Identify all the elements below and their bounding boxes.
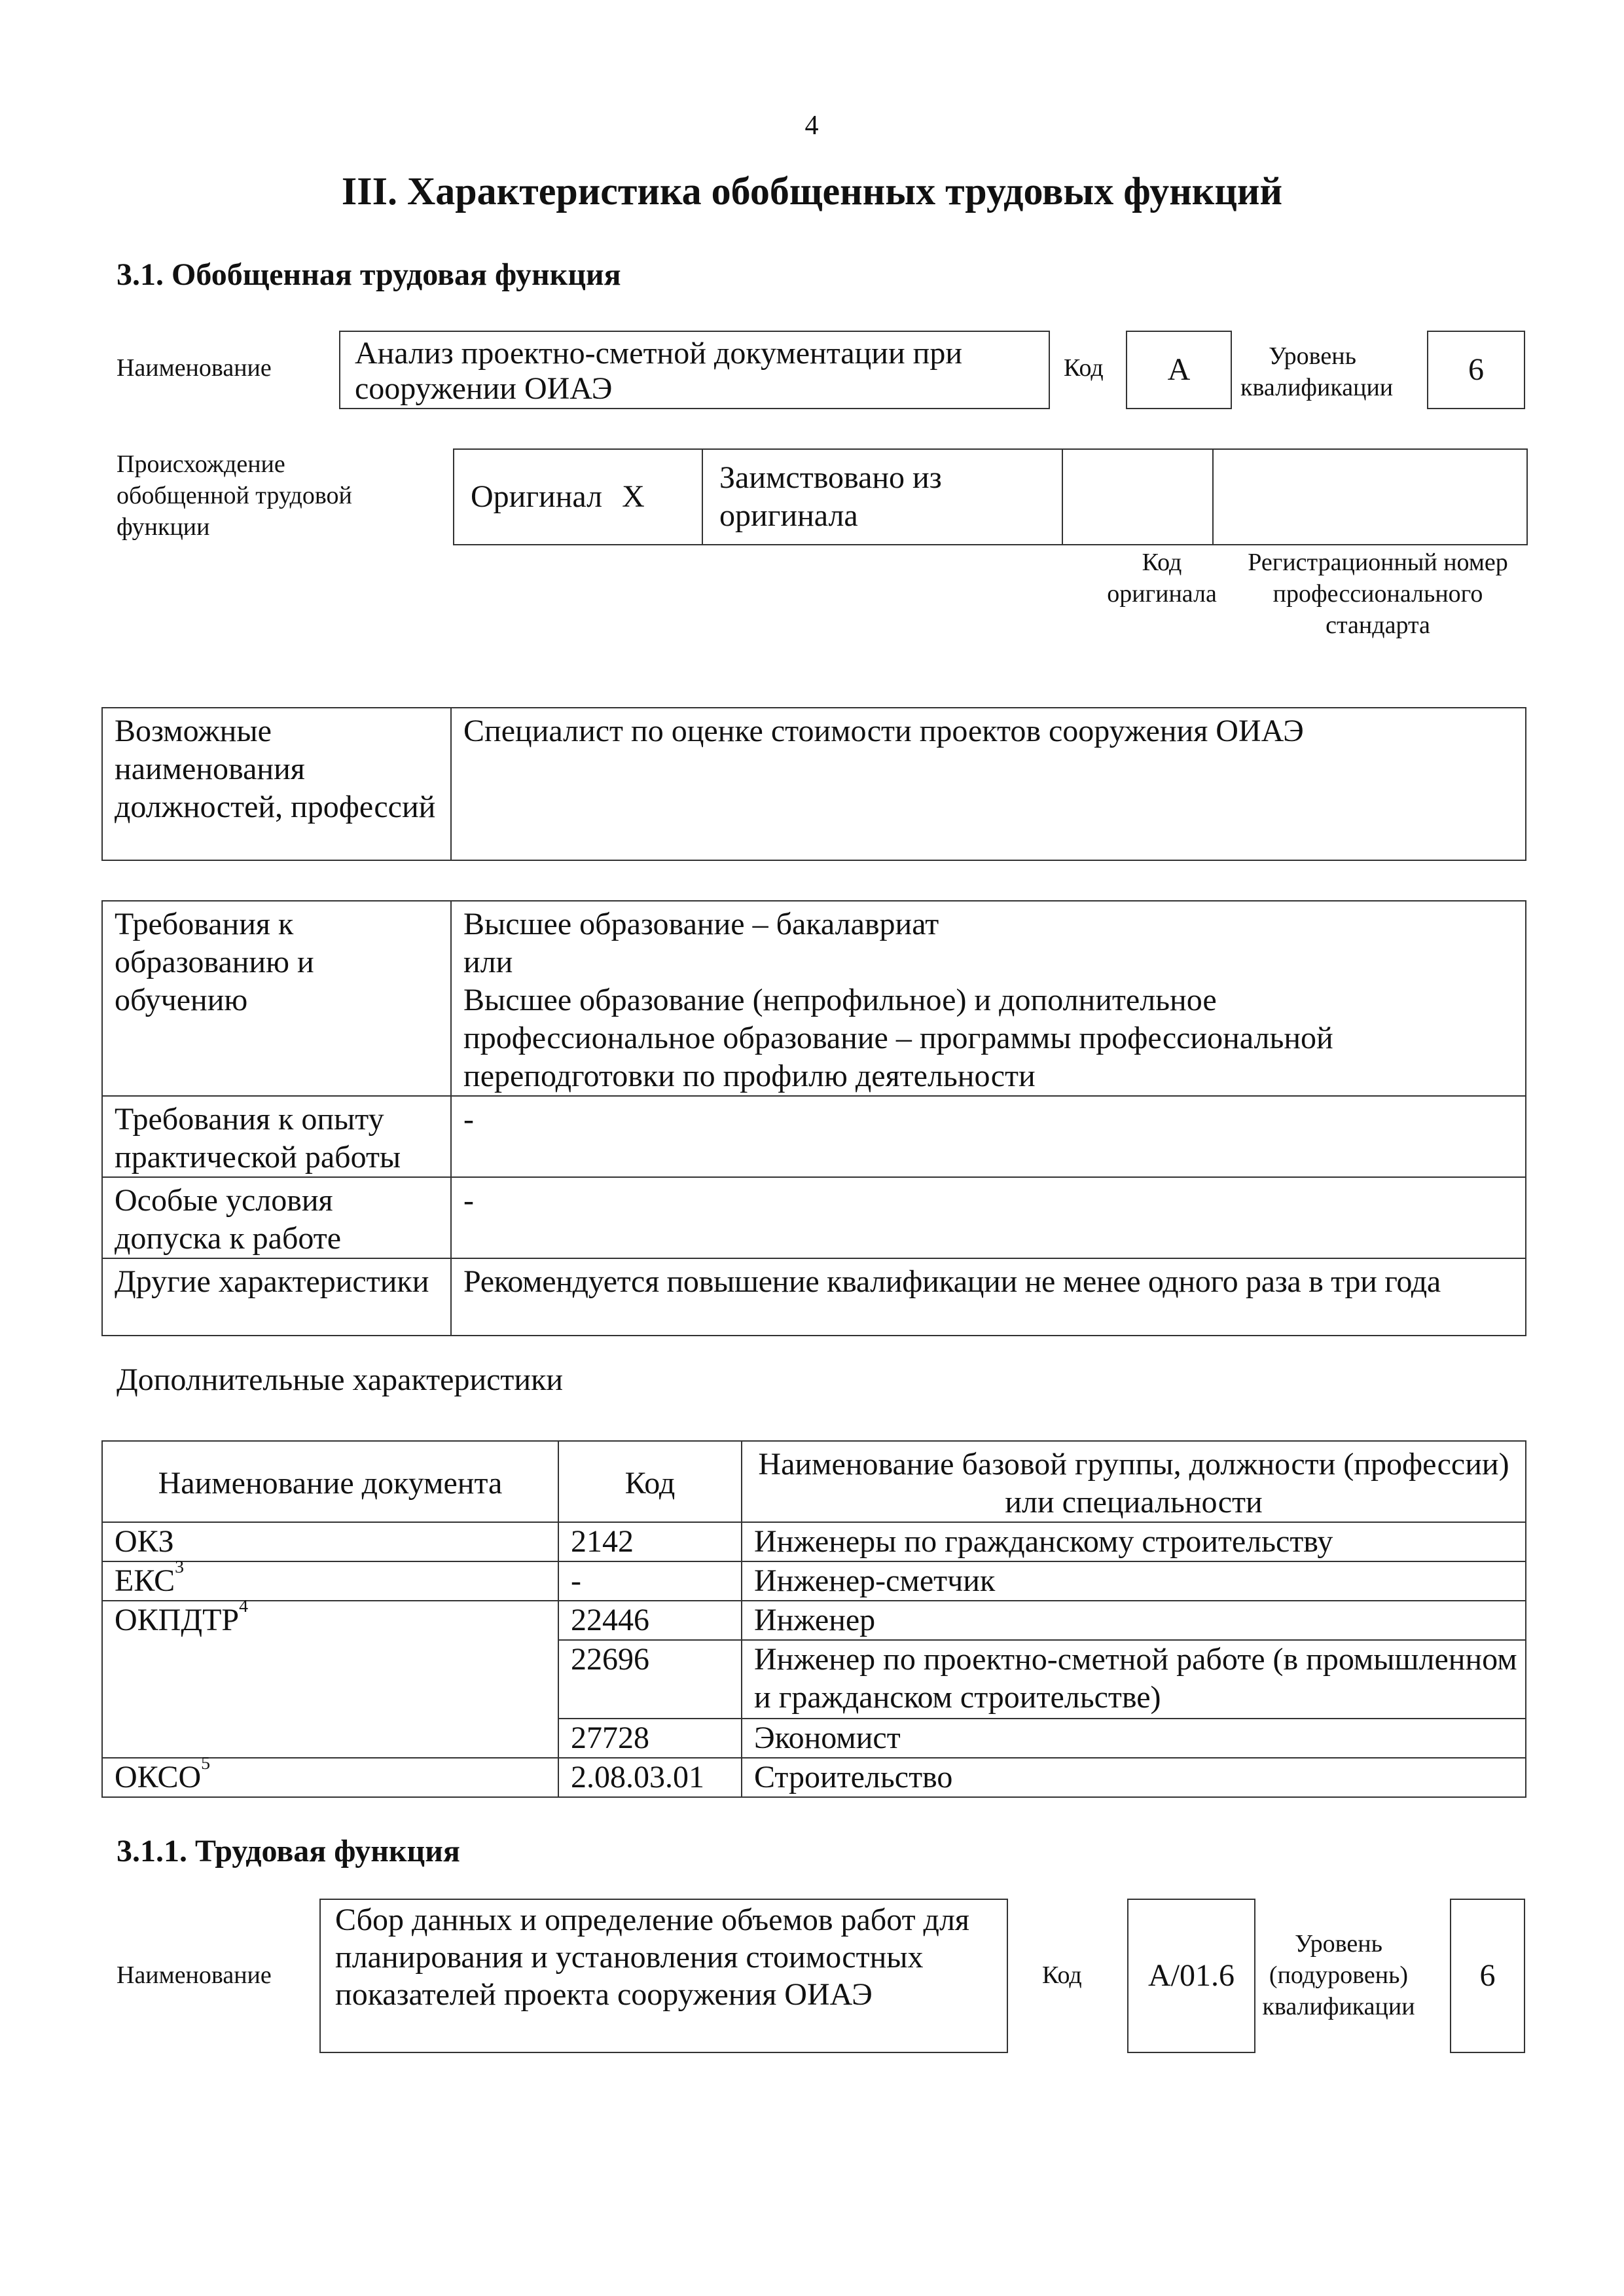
requirements-table xyxy=(101,900,1526,1336)
req-education-line: переподготовки по профилю деятельности xyxy=(463,1059,1036,1093)
doc-okso: ОКСО xyxy=(115,1760,202,1795)
gtf-code-label: Код xyxy=(1064,354,1104,382)
code-cell: 22446 xyxy=(571,1603,649,1637)
header-document: Наименование документа xyxy=(158,1466,503,1501)
header-group-name: Наименование базовой группы, должности (профессии) или специальности xyxy=(758,1447,1509,1520)
tf-level-box xyxy=(1450,1899,1525,2053)
gtf-code-value: А xyxy=(1167,352,1191,387)
req-row-other xyxy=(102,1258,1526,1336)
code-cell: 2142 xyxy=(571,1524,634,1559)
name-cell: Строительство xyxy=(754,1760,953,1795)
origin-reg-caption: Регистрационный номер профессионального стандарта xyxy=(1248,549,1508,639)
positions-table xyxy=(101,707,1526,861)
req-experience-value: - xyxy=(463,1102,474,1137)
doc-okz: ОКЗ xyxy=(115,1524,174,1559)
table-row xyxy=(102,1758,1526,1797)
req-row-education xyxy=(102,901,1526,1096)
table-row xyxy=(102,1601,1526,1640)
origin-label: Происхождение обобщенной трудовой функции xyxy=(117,450,352,541)
positions-label: Возможные наименования должностей, профессий xyxy=(115,714,436,824)
table-row xyxy=(102,1561,1526,1601)
tf-name-box xyxy=(319,1899,1008,2053)
footnote-ref: 4 xyxy=(239,1596,249,1616)
code-cell: 27728 xyxy=(571,1721,649,1755)
gtf-name-value: Анализ проектно-сметной документации при сооружении ОИАЭ xyxy=(355,336,963,406)
header-code: Код xyxy=(624,1466,676,1501)
gtf-name-box xyxy=(339,331,1050,409)
tf-code-value: А/01.6 xyxy=(1148,1958,1235,1993)
req-education-line: Высшее образование – бакалавриат xyxy=(463,907,939,941)
origin-table xyxy=(453,448,1528,545)
footnote-ref: 3 xyxy=(175,1557,185,1577)
origin-reg-cell xyxy=(1213,449,1527,545)
additional-table xyxy=(101,1440,1526,1798)
additional-header-row xyxy=(102,1441,1526,1522)
page-number: 4 xyxy=(804,111,819,141)
tf-level-label: Уровень (подуровень) квалификации xyxy=(1262,1930,1415,2020)
req-row-experience xyxy=(102,1096,1526,1177)
code-cell: 22696 xyxy=(571,1642,649,1677)
table-row xyxy=(102,1522,1526,1561)
tf-code-box xyxy=(1127,1899,1255,2053)
tf-name-value: Сбор данных и определение объемов работ для планирования и установления стоимостных показателей проекта сооружения ОИАЭ xyxy=(335,1903,969,2012)
name-cell: Инженер по проектно-сметной работе (в промышленном и гражданском строительстве) xyxy=(754,1642,1517,1715)
footnote-ref: 5 xyxy=(201,1753,211,1774)
positions-value: Специалист по оценке стоимости проектов сооружения ОИАЭ xyxy=(463,714,1304,748)
tf-name-label: Наименование xyxy=(117,1961,272,1989)
code-cell: - xyxy=(571,1563,581,1598)
name-cell: Экономист xyxy=(754,1721,901,1755)
doc-eks: ЕКС xyxy=(115,1563,175,1598)
gtf-level-box xyxy=(1427,331,1525,409)
origin-original-mark: X xyxy=(622,479,645,514)
tf-code-label: Код xyxy=(1042,1961,1082,1989)
gtf-code-box xyxy=(1126,331,1232,409)
gtf-level-label: Уровень квалификации xyxy=(1240,342,1394,401)
req-other-value: Рекомендуется повышение квалификации не менее одного раза в три года xyxy=(463,1264,1441,1299)
req-education-label: Требования к образованию и обучению xyxy=(115,907,314,1017)
subsection-title: 3.1. Обобщенная трудовая функция xyxy=(117,257,621,292)
name-cell: Инженер-сметчик xyxy=(754,1563,996,1598)
name-cell: Инженер xyxy=(754,1603,876,1637)
additional-title: Дополнительные характеристики xyxy=(117,1362,564,1397)
req-education-line: Высшее образование (непрофильное) и дополнительное xyxy=(463,983,1217,1017)
code-cell: 2.08.03.01 xyxy=(571,1760,704,1795)
gtf-name-label: Наименование xyxy=(117,354,272,382)
gtf-level-value: 6 xyxy=(1468,352,1484,387)
doc-okpdtr: ОКПДТР xyxy=(115,1603,240,1637)
req-education-line: профессиональное образование – программы профессиональной xyxy=(463,1021,1333,1055)
origin-borrowed-label: Заимствовано из оригинала xyxy=(719,460,942,533)
section-title: III. Характеристика обобщенных трудовых функций xyxy=(341,170,1283,213)
req-experience-label: Требования к опыту практической работы xyxy=(115,1102,401,1175)
req-admission-label: Особые условия допуска к работе xyxy=(115,1183,342,1256)
origin-code-cell xyxy=(1062,449,1213,545)
req-other-label: Другие характеристики xyxy=(115,1264,429,1299)
origin-code-caption: Код оригинала xyxy=(1107,549,1217,608)
tf-level-value: 6 xyxy=(1479,1958,1496,1993)
req-education-line: или xyxy=(463,945,513,979)
req-row-admission xyxy=(102,1177,1526,1258)
tf-title: 3.1.1. Трудовая функция xyxy=(117,1834,460,1868)
req-admission-value: - xyxy=(463,1183,474,1218)
name-cell: Инженеры по гражданскому строительству xyxy=(754,1524,1333,1559)
origin-original-label: Оригинал xyxy=(471,479,603,514)
